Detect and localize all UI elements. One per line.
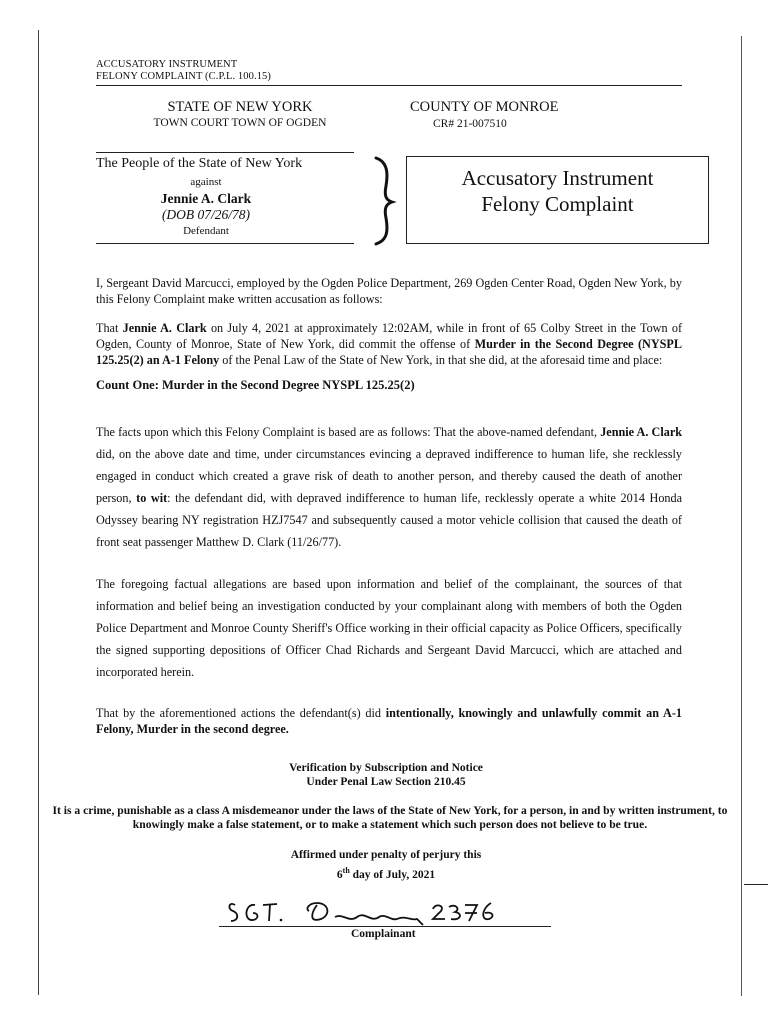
charge-text-1: That	[96, 321, 123, 335]
charge-paragraph	[96, 320, 682, 368]
charge-text-2: on July 4, 2021 at approximately 12:02AM, while in front of 65 Colby Street in the Town of Ogden, County of Monroe, State of New York, did commit the offense of	[96, 321, 683, 351]
scan-edge-left	[38, 30, 39, 995]
facts-text-2: did, on the above date and time, under circumstances evincing a depraved indifference to human life, she recklessly engaged in conduct which created a grave risk of death to another person, and thereby caused the death of another person,	[96, 447, 682, 505]
facts-to-wit: to wit	[136, 491, 168, 505]
people-line: The People of the State of New York	[96, 156, 303, 171]
caption-bottom-rule	[96, 243, 354, 244]
box-title-line-2: Felony Complaint	[481, 192, 634, 216]
verification-title-2: Under Penal Law Section 210.45	[306, 776, 466, 788]
conclusion-paragraph	[96, 705, 682, 737]
curly-brace-icon	[362, 154, 406, 248]
count-one: Count One: Murder in the Second Degree NYSPL 125.25(2)	[96, 378, 415, 392]
header-line-2: FELONY COMPLAINT (C.P.L. 100.15)	[96, 71, 271, 82]
day-number: 6	[336, 868, 343, 881]
defendant-name: Jennie A. Clark	[160, 191, 252, 206]
state-title: STATE OF NEW YORK	[167, 99, 313, 115]
day-suffix: th	[342, 866, 350, 875]
caption-top-rule	[96, 152, 354, 153]
facts-paragraph	[96, 421, 682, 553]
complainant-label: Complainant	[351, 928, 416, 940]
against-label: against	[190, 176, 222, 188]
intro-paragraph: I, Sergeant David Marcucci, employed by the Ogden Police Department, 269 Ogden Center Road, Ogden New York, by this Felony Complaint make written accusation as follows:	[96, 276, 682, 306]
signature-line	[219, 926, 551, 927]
affirmed-date	[186, 866, 586, 881]
header-rule	[96, 85, 682, 86]
case-number: CR# 21-007510	[433, 118, 507, 130]
perjury-notice: It is a crime, punishable as a class A misdemeanor under the laws of the State of New York, for a person, in and by written instrument, to knowingly make a false statement, or to make a statement which such person does not believe to be true.	[52, 804, 728, 831]
scan-mark	[744, 884, 768, 885]
day-month-year: day of July, 2021	[349, 868, 436, 881]
defendant-label: Defendant	[183, 225, 229, 237]
defendant-dob: (DOB 07/26/78)	[161, 207, 251, 222]
charge-offense: Murder in the Second Degree (NYSPL 125.25(2) an A-1 Felony	[96, 337, 682, 367]
header-line-1: ACCUSATORY INSTRUMENT	[96, 59, 238, 70]
box-title-line-1: Accusatory Instrument	[461, 166, 654, 190]
facts-defendant: Jennie A. Clark	[600, 425, 683, 439]
scan-edge-right	[741, 36, 742, 996]
facts-text-1: The facts upon which this Felony Complaint is based are as follows: That the above-named defendant,	[96, 425, 601, 439]
county-title: COUNTY OF MONROE	[410, 99, 559, 115]
accusatory-instrument-box	[406, 156, 709, 244]
charge-defendant: Jennie A. Clark	[122, 321, 207, 335]
charge-text-3: of the Penal Law of the State of New York, in that she did, at the aforesaid time and place:	[219, 353, 663, 367]
facts-text-3: : the defendant did, with depraved indifference to human life, recklessly operate a white 2014 Honda Odyssey bearing NY registration HZJ7547 and subsequently caused a motor vehicle collision that caused the death of front seat passenger Matthew D. Clark (11/26/77).	[96, 491, 683, 549]
conclusion-bold: intentionally, knowingly and unlawfully commit an A-1 Felony, Murder in the second degree.	[96, 706, 682, 736]
court-name: TOWN COURT TOWN OF OGDEN	[153, 117, 327, 129]
foregoing-paragraph: The foregoing factual allegations are based upon information and belief of the complainant, the sources of that information and belief being an investigation conducted by your complainant along with members of both the Ogden Police Department and Monroe County Sheriff's Office working in their official capacity as Police Officers, specifically the signed supporting depositions of Officer Chad Richards and Sergeant David Marcucci, which are attached and incorporated herein.	[96, 577, 682, 679]
affirmed-line: Affirmed under penalty of perjury this	[290, 849, 482, 861]
verification-title-1: Verification by Subscription and Notice	[289, 762, 483, 774]
conclusion-text: That by the aforementioned actions the defendant(s) did	[96, 706, 386, 720]
